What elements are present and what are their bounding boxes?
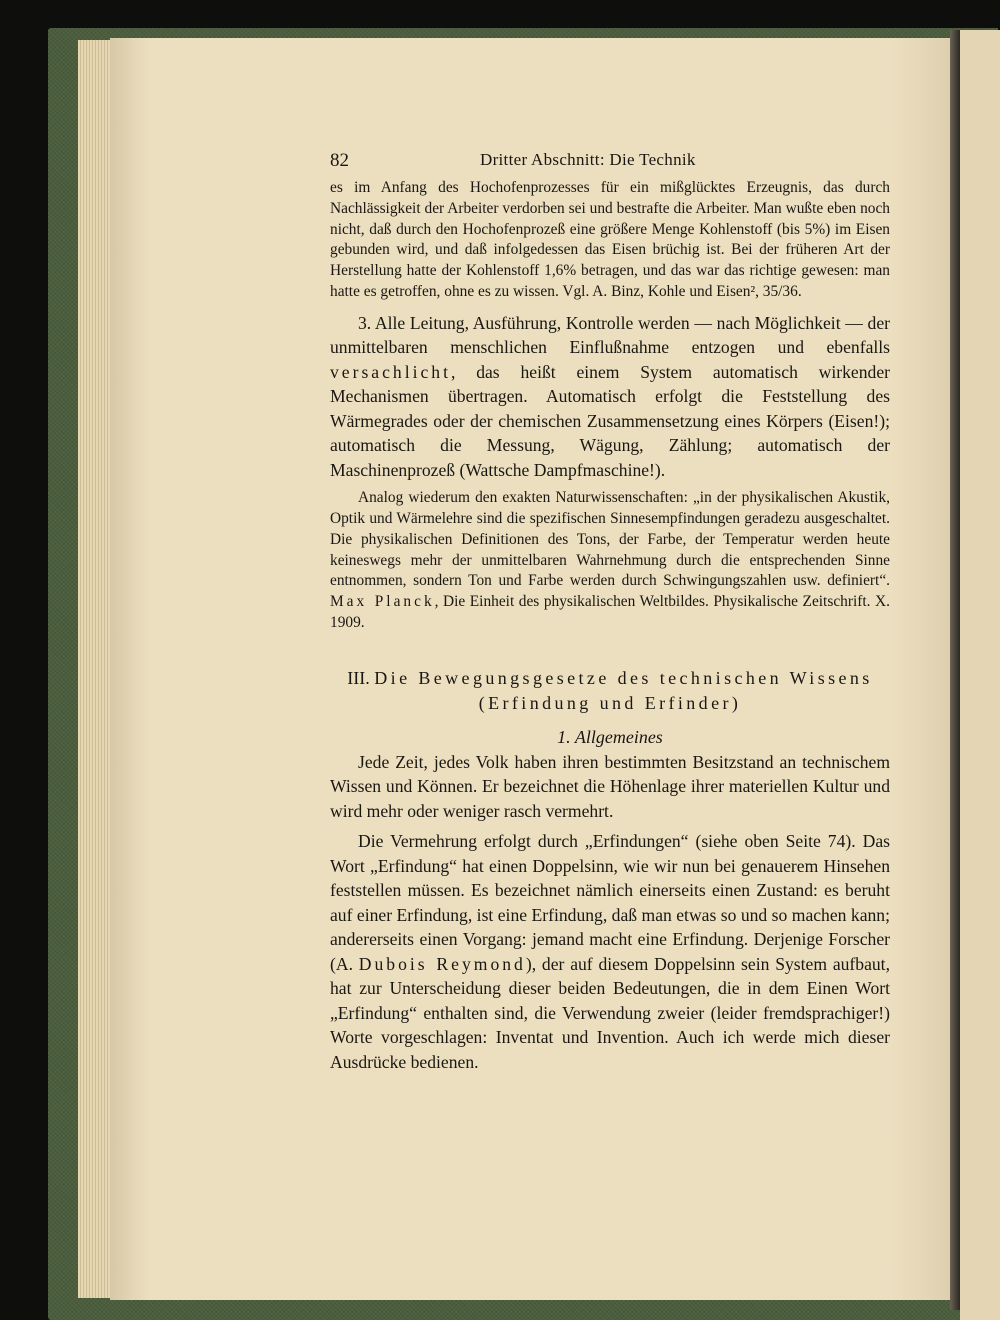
author-name: Max Planck: [330, 593, 435, 611]
paragraph-automation: [330, 311, 890, 483]
page-number: 82: [330, 150, 349, 171]
paragraph-erfindung: [330, 829, 890, 1074]
paragraph-besitzstand: Jede Zeit, jedes Volk haben ihren bestimmten Besitzstand an technischem Wissen und Können. Er bezeichnet die Höhenlage ihrer materiellen Kultur und wird mehr oder weniger rasch vermehrt.: [330, 751, 890, 821]
running-title: Dritter Abschnitt: Die Technik: [480, 150, 696, 169]
footnote-text: , Die Einheit des physikalischen Weltbildes. Physikalische Zeitschrift. X. 1909.: [330, 593, 890, 632]
section-heading: [330, 666, 890, 716]
facing-page-edge: [960, 30, 1000, 1320]
section-numeral: III.: [347, 667, 370, 688]
paragraph-text: , das heißt einem System automatisch wirkender Mechanismen übertragen. Automatisch erfolgt die Feststellung des Wärmegrades oder der chemischen Zusammensetzung eines Körpers (Eisen!); automatisch die Messung, Wägung, Zählung; automatisch der Maschinenprozeß (Wattsche Dampfmaschine!).: [330, 361, 890, 480]
running-head: [330, 150, 890, 178]
subsection-heading: 1. Allgemeines: [557, 726, 663, 747]
footnote-continuation: es im Anfang des Hochofenprozesses für ein mißglücktes Erzeugnis, das durch Nachlässigkeit der Arbeiter verdorben sei und bestrafte die Arbeiter. Man wußte eben noch nicht, daß durch den Hochofenprozeß eine größere Menge Kohlenstoff (bis 5%) im Eisen gebunden wird, und daß infolgedessen das Eisen brüchig ist. Bei der früheren Art der Herstellung hatte der Kohlenstoff 1,6% betragen, und das war das richtige gewesen: man hatte es getroffen, ohne es zu wissen. Vgl. A. Binz, Kohle und Eisen², 35/36.: [330, 179, 890, 300]
page-content: [330, 150, 890, 1074]
book-gutter: [950, 30, 960, 1310]
author-name: Dubois Reymond: [358, 953, 526, 974]
paragraph-text: 3. Alle Leitung, Ausführung, Kontrolle werden — nach Möglichkeit — der unmittelbaren menschlichen Einflußnahme entzogen und ebenfalls: [330, 312, 890, 358]
emphasis-spaced: versachlicht: [330, 361, 451, 382]
section-title: Die Bewegungsgesetze des technischen Wissens: [374, 667, 873, 688]
paragraph-text: Die Vermehrung erfolgt durch „Erfindungen“ (siehe oben Seite 74). Das Wort „Erfindung“ hat einen Doppelsinn, wie wir nun bei genauerem Hinsehen feststellen müssen. Es bezeichnet nämlich einerseits einen Zustand: es beruht auf einer Erfindung, ist eine Erfindung, daß man etwas so und so machen kann; andererseits einen Vorgang: jemand macht eine Erfindung. Derjenige Forscher (A.: [330, 831, 890, 974]
section-subtitle: (Erfindung und Erfinder): [478, 692, 742, 713]
footnote-text: Analog wiederum den exakten Naturwissenschaften: „in der physikalischen Akustik, Optik und Wärmelehre sind die spezifischen Sinnesempfindungen geradezu ausgeschaltet. Die physikalischen Definitionen des Tons, der Farbe, der Temperatur werden heute keineswegs mehr der unmittelbaren Wahrnehmung durch die entsprechenden Sinne entnommen, sondern Ton und Farbe werden durch Schwingungszahlen usw. definiert“.: [330, 489, 890, 590]
footnote-planck: [330, 488, 890, 634]
paragraph-text: ), der auf diesem Doppelsinn sein System aufbaut, hat zur Unterscheidung dieser beiden Bedeutungen, die in dem Einen Wort „Erfindung“ enthalten sind, die Verwendung zweier (leider fremdsprachiger!) Worte vorgeschlagen: Inventat und Invention. Auch ich werde mich dieser Ausdrücke bedienen.: [330, 953, 890, 1072]
